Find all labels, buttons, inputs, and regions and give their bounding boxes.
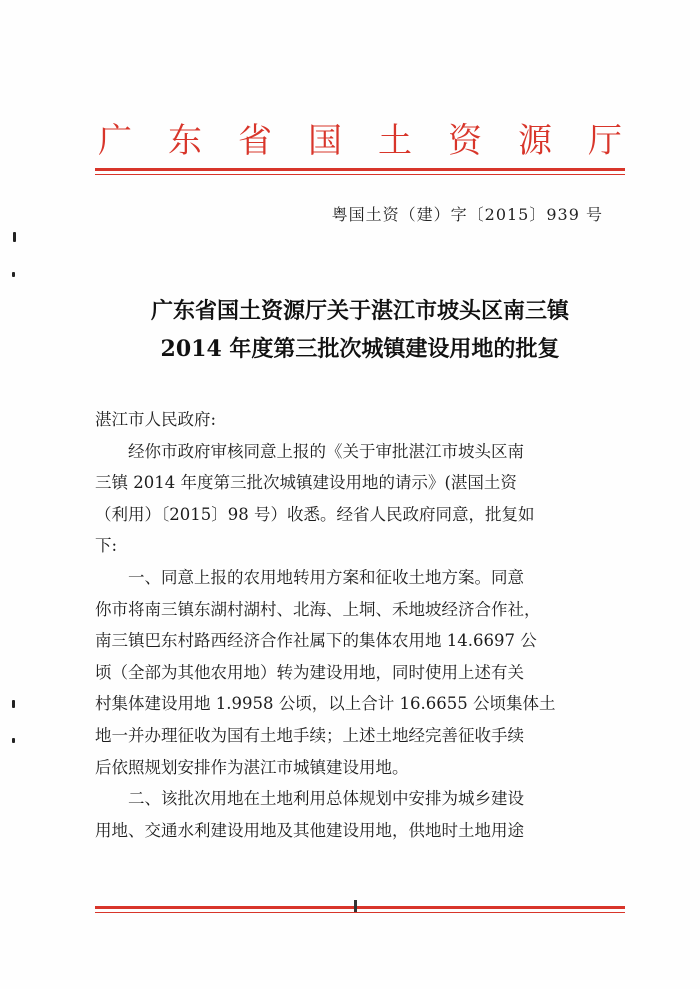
header-rule-thin xyxy=(95,174,625,175)
scan-binding-mark xyxy=(12,738,15,743)
body-line: 后依照规划安排作为湛江市城镇建设用地。 xyxy=(95,757,409,777)
document-number: 粤国土资（建）字〔2015〕939 号 xyxy=(331,205,603,224)
issuer-title xyxy=(95,112,625,162)
body-line: 二、该批次用地在土地利用总体规划中安排为城乡建设 xyxy=(128,789,524,809)
issuer-title-char: 资 xyxy=(448,120,482,161)
body-line: 三镇 2014 年度第三批次城镇建设用地的请示》(湛国土资 xyxy=(95,473,517,493)
issuer-title-char: 国 xyxy=(308,120,342,161)
body-line: 用地、交通水利建设用地及其他建设用地，供地时土地用途 xyxy=(95,820,524,840)
body-line: 地一并办理征收为国有土地手续；上述土地经完善征收手续 xyxy=(95,725,524,745)
heading-line: 2014 年度第三批次城镇建设用地的批复 xyxy=(160,336,560,362)
scan-binding-mark xyxy=(12,272,15,277)
document-body xyxy=(95,404,620,846)
body-line: 一、同意上报的农用地转用方案和征收土地方案。同意 xyxy=(128,567,524,587)
body-line: 南三镇巴东村路西经济合作社属下的集体农用地 14.6697 公 xyxy=(95,631,537,651)
page-number-mark xyxy=(354,900,357,912)
issuer-title-char: 东 xyxy=(168,120,202,161)
issuer-title-char: 广 xyxy=(98,120,132,161)
footer-rule-thick xyxy=(95,906,625,909)
issuer-title-char: 源 xyxy=(518,120,552,161)
body-line: 村集体建设用地 1.9958 公顷，以上合计 16.6655 公顷集体土 xyxy=(95,694,556,714)
body-line: 经你市政府审核同意上报的《关于审批湛江市坡头区南 xyxy=(128,441,524,461)
body-line: （利用）〔2015〕98 号）收悉。经省人民政府同意，批复如 xyxy=(95,504,535,524)
scan-binding-mark xyxy=(13,232,16,242)
issuer-title-char: 土 xyxy=(378,120,412,161)
scan-binding-mark xyxy=(12,700,15,708)
body-line: 你市将南三镇东湖村湖村、北海、上垌、禾地坡经济合作社， xyxy=(95,599,541,619)
body-line: 顷（全部为其他农用地）转为建设用地，同时使用上述有关 xyxy=(95,662,524,682)
document-heading xyxy=(95,292,625,368)
footer-rule-thin xyxy=(95,912,625,913)
issuer-title-char: 厅 xyxy=(588,120,622,161)
body-line: 下: xyxy=(95,536,118,556)
header-rule-thick xyxy=(95,168,625,171)
heading-line: 广东省国土资源厅关于湛江市坡头区南三镇 xyxy=(150,298,569,324)
salutation: 湛江市人民政府: xyxy=(95,410,217,429)
issuer-title-char: 省 xyxy=(238,120,272,161)
